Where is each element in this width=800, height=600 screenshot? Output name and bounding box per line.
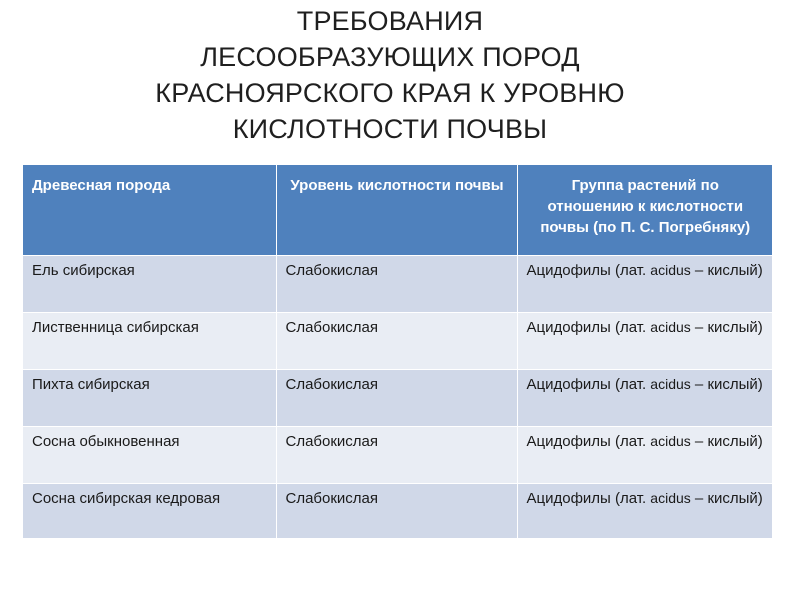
cell-species: Ель сибирская	[23, 255, 276, 312]
table-row	[23, 312, 772, 369]
cell-plant-group	[517, 255, 772, 312]
cell-plant-group	[517, 312, 772, 369]
group-latin: acidus	[650, 318, 691, 335]
group-prefix: Ацидофилы (лат.	[526, 261, 651, 279]
cell-acidity: Слабокислая	[276, 426, 517, 483]
cell-acidity: Слабокислая	[276, 369, 517, 426]
group-prefix: Ацидофилы (лат.	[526, 375, 651, 393]
cell-plant-group	[517, 369, 772, 426]
group-suffix: – кислый)	[690, 432, 763, 450]
title-line: ЛЕСООБРАЗУЮЩИХ ПОРОД	[200, 42, 580, 72]
table-row	[23, 255, 772, 312]
header-species: Древесная порода	[23, 165, 276, 255]
header-plant-group: Группа растений по отношению к кислотности почвы (по П. С. Погребняку)	[517, 165, 772, 255]
group-latin: acidus	[650, 432, 691, 449]
table-header-row	[23, 165, 772, 255]
group-suffix: – кислый)	[690, 489, 763, 507]
title-line: ТРЕБОВАНИЯ	[296, 6, 484, 36]
acidity-table	[23, 165, 772, 538]
cell-species: Сосна обыкновенная	[23, 426, 276, 483]
cell-acidity: Слабокислая	[276, 255, 517, 312]
cell-species: Сосна сибирская кедровая	[23, 483, 276, 538]
page-title	[0, 3, 780, 147]
group-latin: acidus	[650, 261, 691, 278]
group-latin: acidus	[650, 489, 691, 506]
group-suffix: – кислый)	[690, 375, 763, 393]
title-line: КРАСНОЯРСКОГО КРАЯ К УРОВНЮ	[155, 78, 625, 108]
group-suffix: – кислый)	[690, 318, 763, 336]
cell-acidity: Слабокислая	[276, 312, 517, 369]
table-row	[23, 483, 772, 538]
table-row	[23, 369, 772, 426]
cell-acidity: Слабокислая	[276, 483, 517, 538]
cell-species: Лиственница сибирская	[23, 312, 276, 369]
group-prefix: Ацидофилы (лат.	[526, 318, 651, 336]
header-acidity: Уровень кислотности почвы	[276, 165, 517, 255]
cell-plant-group	[517, 483, 772, 538]
title-line: КИСЛОТНОСТИ ПОЧВЫ	[232, 114, 548, 144]
group-prefix: Ацидофилы (лат.	[526, 432, 651, 450]
table-row	[23, 426, 772, 483]
cell-plant-group	[517, 426, 772, 483]
group-latin: acidus	[650, 375, 691, 392]
cell-species: Пихта сибирская	[23, 369, 276, 426]
group-prefix: Ацидофилы (лат.	[526, 489, 651, 507]
group-suffix: – кислый)	[690, 261, 763, 279]
